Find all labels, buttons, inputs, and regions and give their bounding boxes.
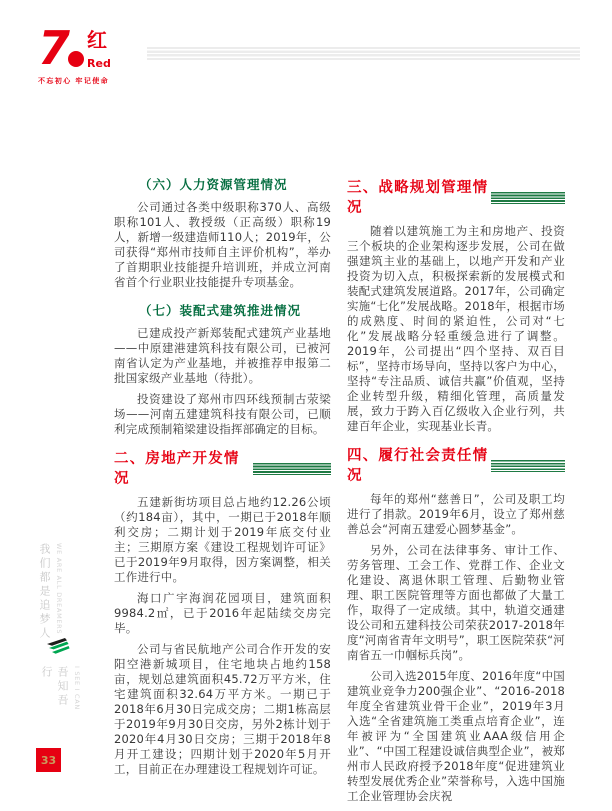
section-heading-hr: （六）人力资源管理情况 — [139, 177, 288, 192]
section-heading-responsibility — [347, 446, 565, 486]
section-social-responsibility — [347, 446, 565, 804]
section-heading-strategy — [347, 178, 565, 218]
margin-slogan-bottom — [38, 666, 81, 716]
heading-text: 四、履行社会责任情况 — [347, 448, 489, 484]
logo-numeral: 7 — [38, 21, 69, 75]
paragraph: 每年的郑州“慈善日”，公司及职工均进行了捐款。2019年6月，设立了郑州慈善总会“河南五建爱心圆梦基金”。 — [347, 492, 565, 536]
section-heading-prefab: （七）装配式建筑推进情况 — [139, 303, 302, 318]
logo-wordmark — [87, 30, 111, 69]
right-column — [347, 178, 565, 804]
anniversary-logo — [38, 21, 148, 86]
logo-hanzi: 红 — [87, 28, 108, 52]
paragraph: 公司通过各类中级职称370人、高级职称101人、教授级（正高级）职称19人，新增一级建造师110人；2019年，公司获得“郑州市技师自主评价机构”，举办了首期职业技能提升培训班，并成立河南省首个行业职业技能提升专项基金。 — [114, 200, 331, 289]
header-stripes-decoration — [147, 47, 580, 60]
company-logo-mark-icon — [45, 637, 70, 656]
slogan-top-english: WE ARE ALL DREAMERS — [55, 543, 63, 635]
paragraph: 另外，公司在法律事务、审计工作、劳务管理、工会工作、党群工作、企业文化建设、离退休职工管理、后勤物业管理、职工医院管理等方面也都做了大量工作，取得了一定成绩。其中，轨道交通建设公司和五建科技公司荣获2017-2018年度“河南省青年文明号”，职工医院荣获“河南省五一巾帼标兵岗”。 — [347, 543, 565, 662]
logo-dot-icon — [68, 51, 84, 67]
green-stripes-decoration — [491, 192, 565, 205]
paragraph: 公司入选2015年度、2016年度“中国建筑业竞争力200强企业”、“2016-2018年度全省建筑业骨干企业”，2019年3月入选“全省建筑施工类重点培育企业”，连年被评为“全国建筑业AAA级信用企业”、“中国工程建设诚信典型企业”，被郑州市人民政府授予2018年度“促进建筑业转型发展优秀企业”荣誉称号，入选中国施工企业管理协会庆祝 — [347, 669, 565, 803]
section-hr-management — [114, 176, 331, 290]
section-strategic-planning — [347, 178, 565, 434]
paragraph: 随着以建筑施工为主和房地产、投资三个板块的企业架构逐步发展，公司在做强建筑主业的基础上，以地产开发和产业投资为切入点，积极探索新的发展模式和装配式建筑发展道路。2017年，公司确定实施“七化”发展战略。2018年，根据市场的成熟度、时间的紧迫性，公司对“七化”发展战略分轻重缓急进行了调整。2019年，公司提出“四个坚持、双百目标”，坚持市场导向，坚持以客户为中心，坚持“专注品质、诚信共赢”价值观，坚持企业转型升级，精细化管理，高质量发展，致力于跨入百亿级收入企业行列，共建百年企业，实现基业长青。 — [347, 224, 565, 433]
paragraph: 海口广宇海润花园项目，建筑面积9984.2㎡，已于2016年起陆续交房完毕。 — [114, 591, 331, 635]
green-stripes-decoration — [253, 463, 331, 476]
section-prefab-construction — [114, 302, 331, 437]
left-column — [114, 176, 331, 777]
page-number-badge: 33 — [36, 748, 61, 772]
heading-text: 三、战略规划管理情况 — [347, 180, 489, 216]
slogan-bottom-chinese: 吾知吾行 — [40, 666, 69, 708]
logo-latin: Red — [87, 57, 111, 70]
paragraph: 投资建设了郑州市四环线预制古荥梁场——河南五建建筑科技有限公司，已顺利完成预制箱梁建设指挥部确定的目标。 — [114, 392, 331, 436]
slogan-top-chinese: 我们都是追梦人 — [38, 543, 51, 641]
green-stripes-decoration — [491, 460, 565, 473]
margin-slogan-top — [36, 543, 63, 643]
section-real-estate — [114, 449, 331, 777]
slogan-bottom-english: I SEE I CAN — [73, 666, 81, 710]
section-heading-real-estate — [114, 449, 331, 489]
logo-tagline: 不忘初心 牢记使命 — [38, 77, 110, 85]
paragraph: 公司与省民航地产公司合作开发的安阳空港新城项目，住宅地块占地约158亩，规划总建筑面积45.72万平方米，住宅建筑面积32.64万平方米。一期已于 2018年6月30日完成交房；二期1栋高层于2019年9月30日交房，另外2栋计划于2020年4月30日交房；三期于2018年8月开工建设；四期计划于2020年5月开工，目前正在办理建设工程规划许可证。 — [114, 642, 331, 776]
paragraph: 五建新街坊项目总占地约12.26公顷（约184亩），其中，一期已于2018年顺利交房；二期计划于2019年底交付业主；三期原方案《建设工程规划许可证》已于2019年9月取得，因方案调整，相关工作进行中。 — [114, 495, 331, 584]
heading-text: 二、房地产开发情况 — [114, 451, 240, 487]
paragraph: 已建成投产新郑装配式建筑产业基地——中原建港建筑科技有限公司，已被河南省认定为产业基地，并被推荐申报第二批国家级产业基地（待批）。 — [114, 326, 331, 385]
logo-row — [38, 21, 148, 75]
